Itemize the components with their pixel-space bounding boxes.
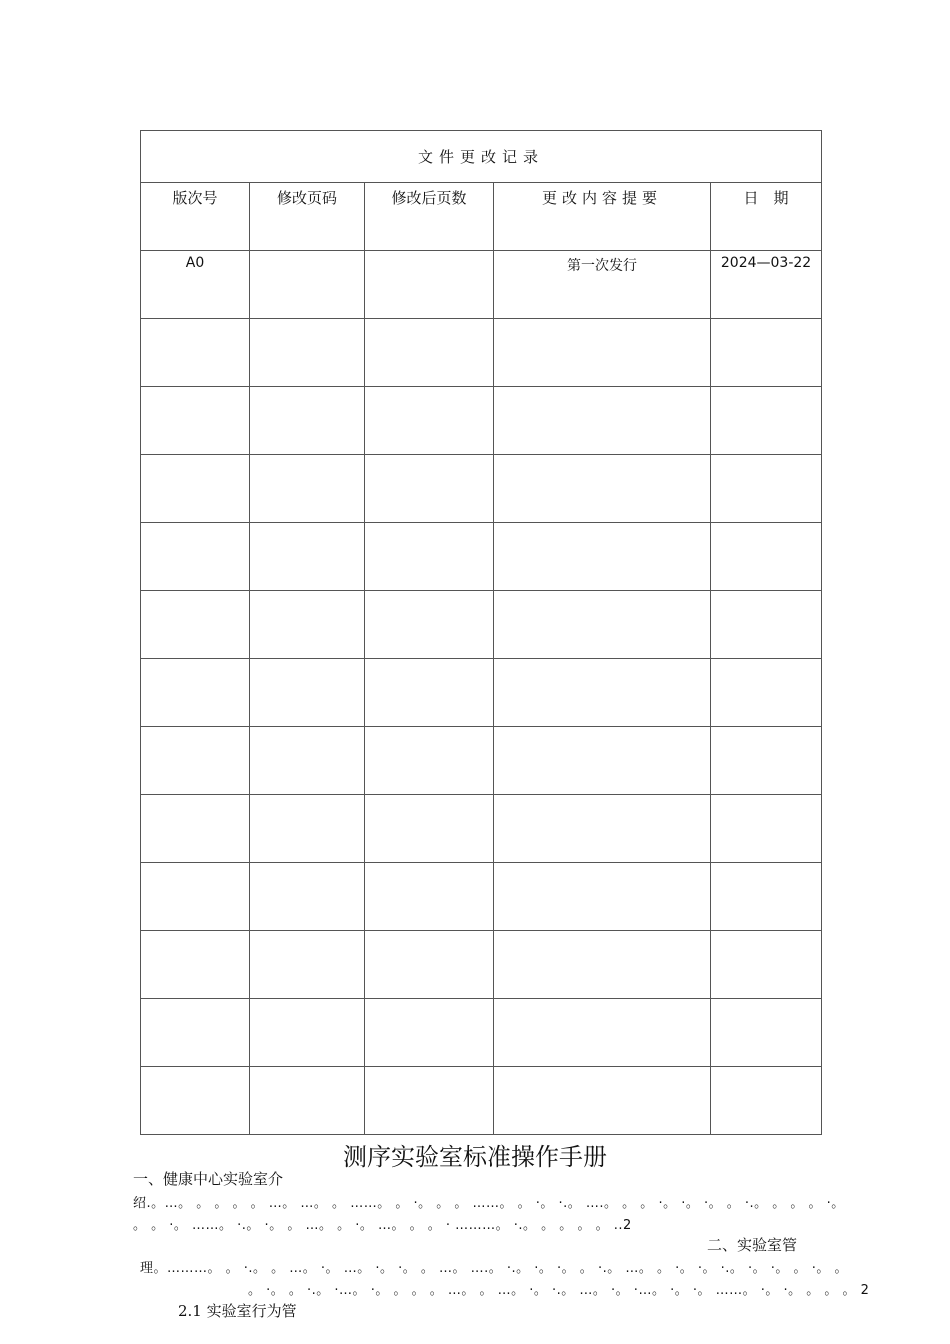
cell-text (250, 523, 364, 527)
toc-leader-2a: 理。………。 。 ·.。 。 …。 ·。 …。 ·。 ·。 。 …。 ….。 ·.。 ·。 ·。 。 ·.。 …。 。 ·。 ·。 ·.。 ·。 ·。 。 ·。 。 (140, 1261, 848, 1276)
cell-text (494, 387, 710, 391)
manual-title: 测序实验室标准操作手册 (343, 1143, 607, 1171)
table-cell (711, 523, 822, 591)
cell-text (365, 591, 493, 595)
toc-entry-1: 一、健康中心实验室介 (133, 1170, 284, 1188)
table-cell (250, 387, 365, 455)
table-cell (141, 455, 250, 523)
cell-text (711, 1067, 821, 1071)
table-cell (250, 727, 365, 795)
table-cell (250, 319, 365, 387)
cell-text (711, 523, 821, 527)
table-cell (365, 931, 494, 999)
cell-text (141, 795, 249, 799)
header-cell (494, 183, 711, 251)
table-cell (365, 795, 494, 863)
cell-text (494, 999, 710, 1003)
cell-text (141, 863, 249, 867)
cell-text (711, 931, 821, 935)
cell-text (494, 795, 710, 799)
table-cell (250, 795, 365, 863)
table-cell (494, 591, 711, 659)
cell-text (494, 931, 710, 935)
table-cell (494, 1067, 711, 1135)
table-cell (141, 591, 250, 659)
table-cell (711, 795, 822, 863)
table-cell (365, 251, 494, 319)
table-row (141, 999, 822, 1067)
table-cell (250, 863, 365, 931)
cell-text (711, 387, 821, 391)
cell-text (141, 455, 249, 459)
cell-text (711, 795, 821, 799)
table-cell (494, 387, 711, 455)
toc-entry-2-1 (178, 1300, 297, 1321)
table-cell (365, 1067, 494, 1135)
cell-text (711, 999, 821, 1003)
cell-text (250, 727, 364, 731)
table-cell (141, 727, 250, 795)
table-cell (141, 523, 250, 591)
table-row (141, 387, 822, 455)
cell-text: 第一次发行 (567, 258, 637, 274)
table-cell (494, 251, 711, 319)
table-cell (141, 999, 250, 1067)
table-title: 文件更改记录 (141, 131, 822, 183)
header-cell (141, 183, 250, 251)
cell-text (141, 727, 249, 731)
table-row (141, 659, 822, 727)
cell-text (365, 387, 493, 391)
cell-text (365, 931, 493, 935)
table-cell (250, 523, 365, 591)
table-row (141, 523, 822, 591)
table-cell (711, 455, 822, 523)
cell-text (250, 659, 364, 663)
table-cell (711, 591, 822, 659)
table-cell (250, 659, 365, 727)
toc-leader-2b: 。 ·。 。 ·.。 ·…。 ·。 。 。 。 …。 。 …。 ·。 ·.。 …。 ·。 ·…。 ·。 ·。 ……。 ·。 ·。 。 。 。 2 (248, 1283, 870, 1298)
cell-text (494, 319, 710, 323)
cell-text (711, 319, 821, 323)
cell-text (711, 591, 821, 595)
table-cell (250, 1067, 365, 1135)
cell-text (141, 999, 249, 1003)
toc-leader-1b: 。 。 ·。 ……。 ·.。 ·。 。 …。 。 ·。 …。 。 。 · ………。 ·.。 。 。 。 。 ..2 (133, 1218, 632, 1233)
table-row (141, 1067, 822, 1135)
table-cell (365, 319, 494, 387)
table-row (141, 455, 822, 523)
cell-text (494, 455, 710, 459)
table-cell (711, 999, 822, 1067)
cell-text (250, 795, 364, 799)
cell-text (365, 999, 493, 1003)
cell-text (711, 659, 821, 663)
table-cell (141, 863, 250, 931)
table-cell (365, 387, 494, 455)
cell-text (365, 251, 493, 255)
header-cell (250, 183, 365, 251)
table-cell (494, 659, 711, 727)
header-row (141, 183, 822, 251)
cell-text (141, 523, 249, 527)
cell-text (494, 659, 710, 663)
table-cell (141, 319, 250, 387)
toc-entry-2: 二、实验室管 (707, 1236, 798, 1254)
table-cell (365, 591, 494, 659)
header-date: 日 期 (743, 189, 789, 207)
table-cell (141, 931, 250, 999)
table-cell (365, 863, 494, 931)
cell-text (250, 999, 364, 1003)
table-cell (494, 931, 711, 999)
cell-text (141, 659, 249, 663)
header-cell (711, 183, 822, 251)
cell-text: 2024—03-22 (720, 255, 812, 271)
table-cell (711, 1067, 822, 1135)
cell-text (365, 455, 493, 459)
cell-text (250, 863, 364, 867)
cell-text (494, 523, 710, 527)
header-modified-page: 修改页码 (276, 189, 337, 207)
cell-text (250, 1067, 364, 1071)
cell-text (365, 659, 493, 663)
cell-text (365, 795, 493, 799)
cell-text (711, 863, 821, 867)
table-cell (711, 387, 822, 455)
table-row (141, 591, 822, 659)
cell-text (494, 727, 710, 731)
cell-text (141, 319, 249, 323)
cell-text (494, 1067, 710, 1071)
table-cell (711, 319, 822, 387)
toc-entry-2-1-text: 2.1 实验室行为管 (178, 1302, 297, 1320)
cell-text (365, 863, 493, 867)
table-cell (494, 863, 711, 931)
table-cell (711, 863, 822, 931)
table-row (141, 931, 822, 999)
cell-text (250, 251, 364, 255)
table-row (141, 727, 822, 795)
cell-text (141, 591, 249, 595)
change-record-table (140, 130, 822, 1135)
table-cell (250, 931, 365, 999)
table-cell (494, 319, 711, 387)
table-row (141, 863, 822, 931)
cell-text (365, 1067, 493, 1071)
header-cell (365, 183, 494, 251)
table-cell (494, 455, 711, 523)
cell-text (250, 931, 364, 935)
cell-text (250, 387, 364, 391)
table-cell (250, 455, 365, 523)
table-cell (141, 659, 250, 727)
cell-text (250, 319, 364, 323)
cell-text: A0 (185, 255, 205, 271)
cell-text (494, 591, 710, 595)
cell-text (365, 319, 493, 323)
cell-text (141, 387, 249, 391)
table-cell (494, 727, 711, 795)
table-cell (365, 523, 494, 591)
table-cell (141, 795, 250, 863)
toc-leader-1a: 绍.。…。 。 。 。 。 …。 …。 。 ……。 。 ·。 。 。 ……。 。 ·。 ·.。 ….。 。 。 ·。 ·。 ·。 。 ·.。 。 。 。 ·。 (133, 1196, 845, 1211)
table-cell (711, 659, 822, 727)
cell-text (250, 455, 364, 459)
cell-text (711, 455, 821, 459)
cell-text (365, 727, 493, 731)
table-cell (365, 727, 494, 795)
table-cell (250, 591, 365, 659)
table-cell (141, 1067, 250, 1135)
table-cell (711, 931, 822, 999)
cell-text (250, 591, 364, 595)
table-cell (141, 387, 250, 455)
table-cell (711, 251, 822, 319)
cell-text (365, 523, 493, 527)
table-cell (365, 455, 494, 523)
cell-text (141, 1067, 249, 1071)
table-cell (250, 999, 365, 1067)
cell-text (711, 727, 821, 731)
cell-text (141, 931, 249, 935)
table-row (141, 251, 822, 319)
table-cell (250, 251, 365, 319)
table-cell (711, 727, 822, 795)
cell-text (494, 863, 710, 867)
table-row (141, 795, 822, 863)
header-version: 版次号 (172, 189, 218, 207)
table-cell (365, 659, 494, 727)
table-cell (365, 999, 494, 1067)
header-change-summary: 更改内容提要 (541, 189, 662, 207)
table-cell (494, 523, 711, 591)
table-cell (494, 999, 711, 1067)
table-cell (141, 251, 250, 319)
header-page-count: 修改后页数 (391, 189, 467, 207)
table-row (141, 319, 822, 387)
table-cell (494, 795, 711, 863)
